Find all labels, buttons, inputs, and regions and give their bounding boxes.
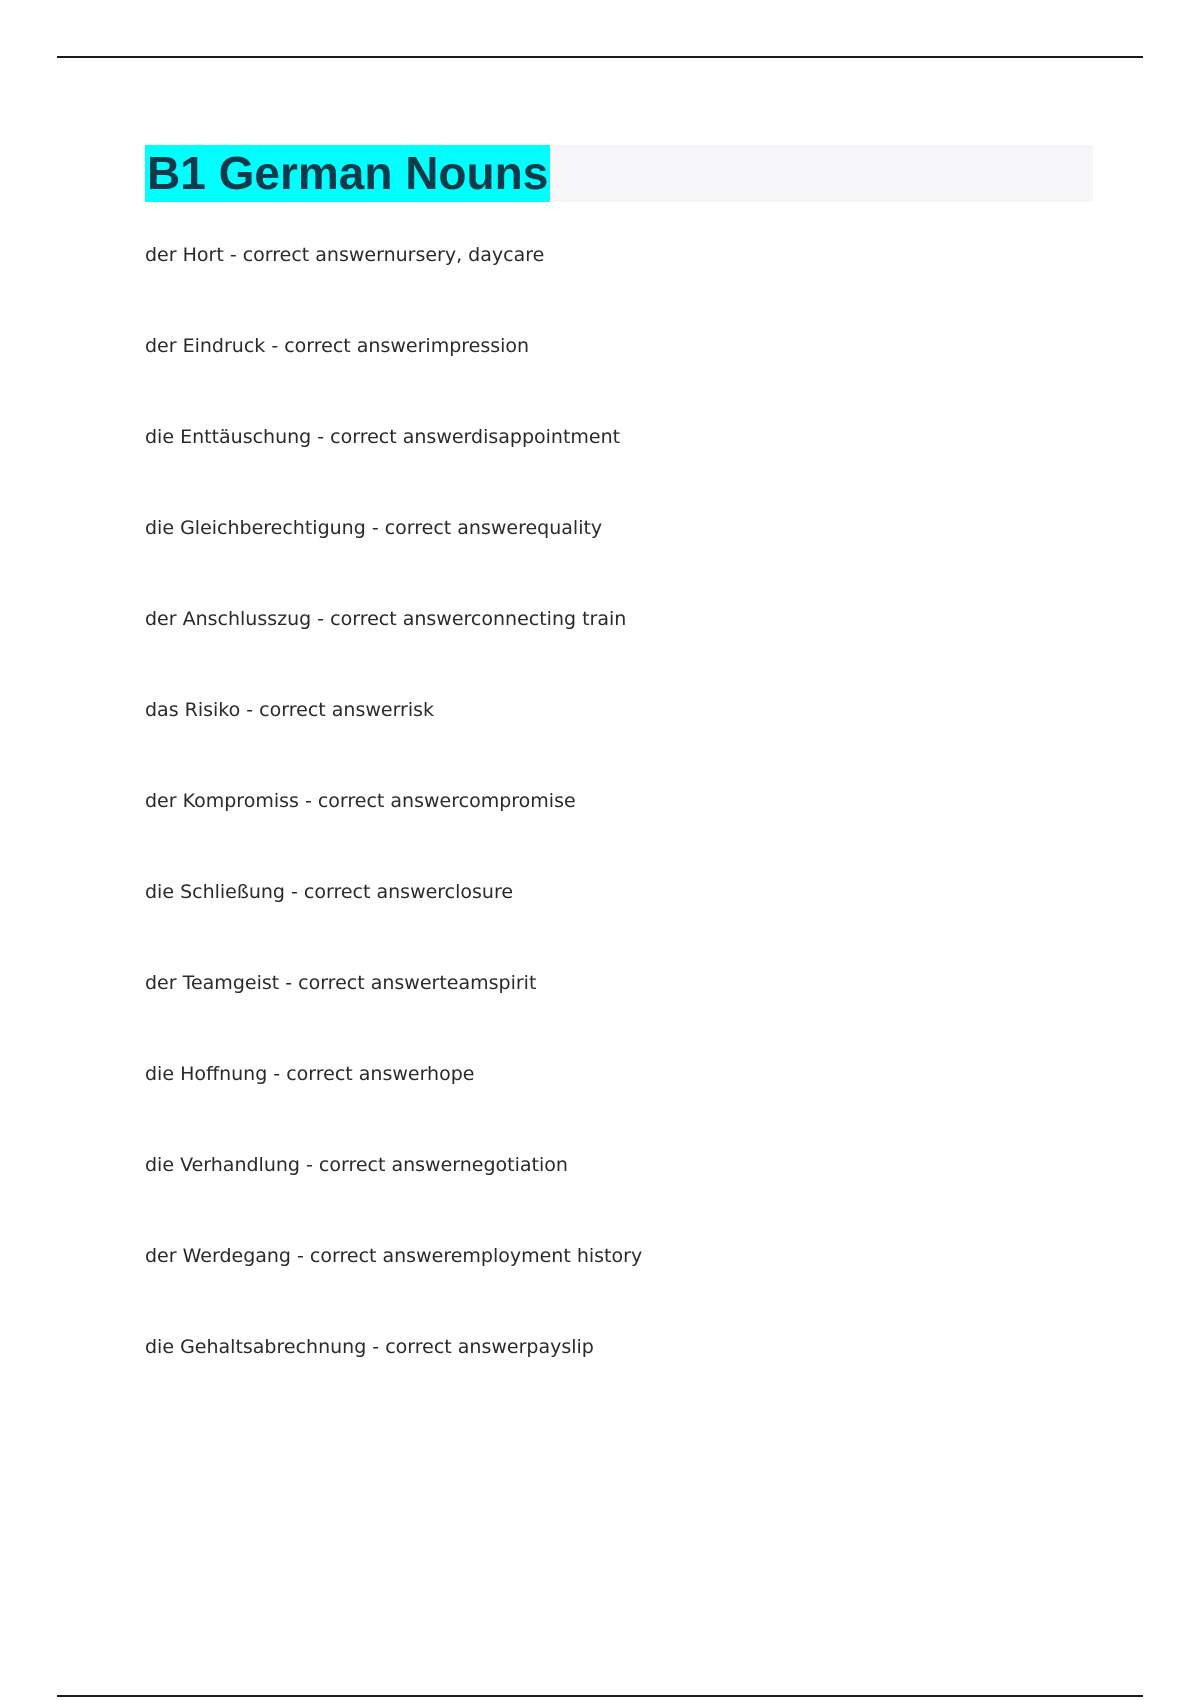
top-divider — [57, 56, 1143, 58]
list-item: der Kompromiss - correct answercompromise — [145, 790, 576, 812]
list-item: der Eindruck - correct answerimpression — [145, 335, 530, 357]
list-item: die Verhandlung - correct answernegotiation — [145, 1154, 568, 1176]
list-item: die Gleichberechtigung - correct answerequality — [145, 517, 603, 539]
bottom-divider — [57, 1695, 1143, 1697]
page-title: B1 German Nouns — [145, 145, 550, 202]
list-item: die Schließung - correct answerclosure — [145, 881, 514, 903]
list-item: die Gehaltsabrechnung - correct answerpayslip — [145, 1336, 594, 1358]
vocabulary-list — [145, 243, 642, 1426]
list-item: der Hort - correct answernursery, daycare — [145, 244, 545, 266]
list-item: das Risiko - correct answerrisk — [145, 699, 435, 721]
list-item: der Werdegang - correct answeremployment history — [145, 1245, 643, 1267]
list-item: die Enttäuschung - correct answerdisappointment — [145, 426, 621, 448]
list-item: der Anschlusszug - correct answerconnecting train — [145, 608, 627, 630]
list-item: die Hoffnung - correct answerhope — [145, 1063, 475, 1085]
list-item: der Teamgeist - correct answerteamspirit — [145, 972, 537, 994]
